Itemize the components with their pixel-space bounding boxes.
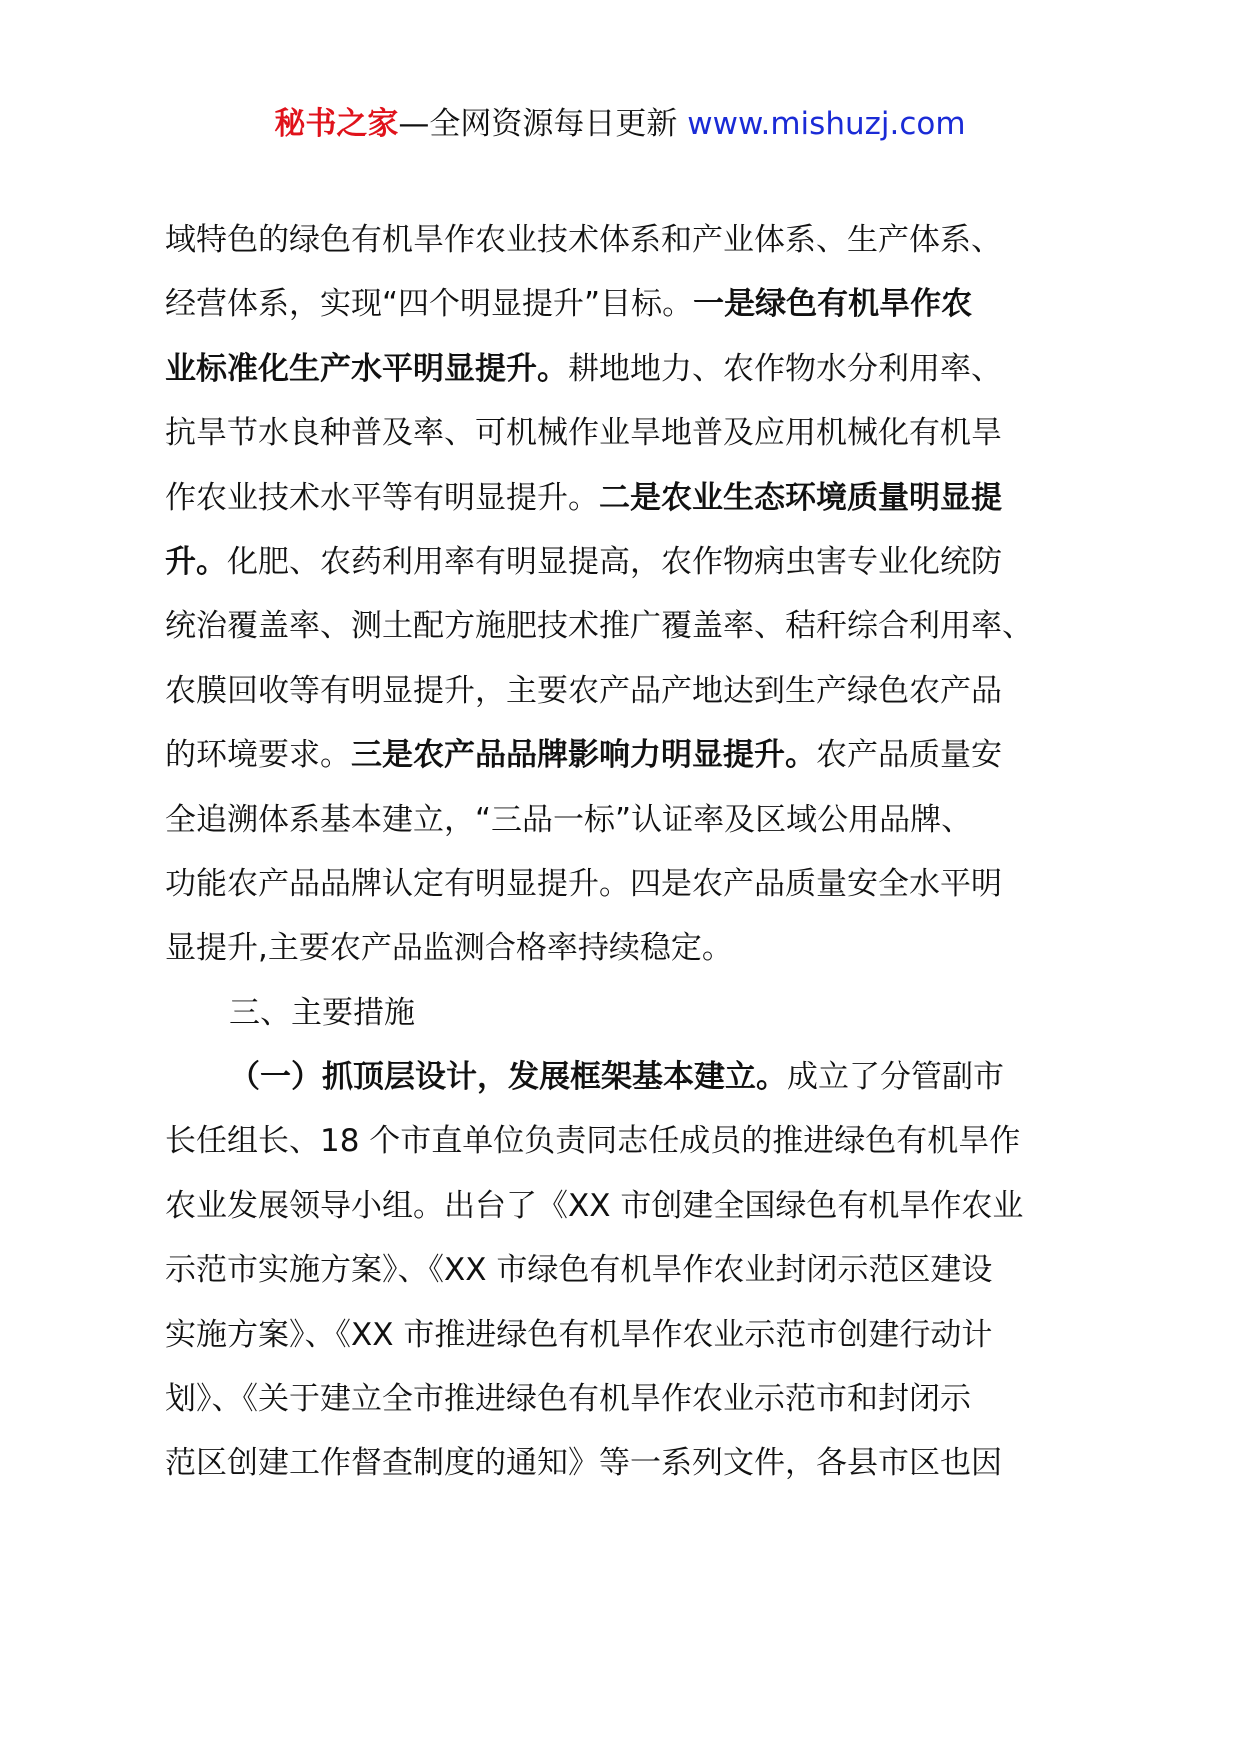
text-segment: 显提升,主要农产品监测合格率持续稳定。 (165, 930, 733, 967)
text-segment: 功能农产品品牌认定有明显提升。四是农产品质量安全水平明 (165, 865, 1002, 902)
text-segment: 耕地地力、农作物水分利用率、 (568, 350, 1002, 387)
text-line (165, 788, 1085, 852)
text-segment: 化肥、农药利用率有明显提高，农作物病虫害专业化统防 (227, 543, 1002, 580)
text-line (165, 659, 1085, 723)
text-line (165, 1045, 1085, 1109)
text-segment: 经营体系，实现“四个明显提升”目标。 (165, 286, 694, 323)
text-segment: 成立了分管副市 (787, 1059, 1004, 1096)
bold-text-segment: 二是农业生态环境质量明显提 (599, 479, 1002, 516)
text-line (165, 530, 1085, 594)
text-line (165, 723, 1085, 787)
text-line (165, 272, 1085, 336)
brand-name: 秘书之家 (274, 106, 399, 142)
header-tagline: —全网资源每日更新 (398, 106, 678, 142)
text-line (165, 1109, 1085, 1173)
text-line (165, 208, 1085, 272)
text-line (165, 852, 1085, 916)
text-line (165, 1303, 1085, 1367)
text-segment: 的环境要求。 (165, 737, 351, 774)
text-line (165, 916, 1085, 980)
text-segment: 农膜回收等有明显提升，主要农产品产地达到生产绿色农产品 (165, 672, 1002, 709)
text-line (165, 1238, 1085, 1302)
text-line (165, 1174, 1085, 1238)
text-segment: 农业发展领导小组。出台了《XX 市创建全国绿色有机旱作农业 (165, 1187, 1024, 1224)
text-segment: 实施方案》、《XX 市推进绿色有机旱作农业示范市创建行动计 (165, 1316, 993, 1353)
text-line (165, 1431, 1085, 1495)
text-segment: 三、主要措施 (229, 994, 415, 1031)
bold-text-segment: 业标准化生产水平明显提升。 (165, 350, 568, 387)
text-line (165, 594, 1085, 658)
bold-text-segment: （一）抓顶层设计，发展框架基本建立。 (229, 1059, 787, 1096)
text-segment: 长任组长、18 个市直单位负责同志任成员的推进绿色有机旱作 (165, 1123, 1021, 1160)
page-header (0, 96, 1240, 152)
bold-text-segment: 三是农产品品牌影响力明显提升。 (351, 737, 816, 774)
text-segment: 统治覆盖率、测土配方施肥技术推广覆盖率、秸秆综合利用率、 (165, 608, 1033, 645)
text-segment: 抗旱节水良种普及率、可机械作业旱地普及应用机械化有机旱 (165, 415, 1002, 452)
bold-text-segment: 升。 (165, 543, 227, 580)
text-segment: 农产品质量安 (816, 737, 1002, 774)
bold-text-segment: 一是绿色有机旱作农 (693, 286, 973, 323)
text-segment: 作农业技术水平等有明显提升。 (165, 479, 599, 516)
text-segment: 全追溯体系基本建立，“三品一标”认证率及区域公用品牌、 (165, 801, 973, 838)
text-line (165, 401, 1085, 465)
text-segment: 划》、《关于建立全市推进绿色有机旱作农业示范市和封闭示 (165, 1381, 971, 1418)
site-url-link[interactable]: www.mishuzj.com (687, 106, 966, 142)
document-body (165, 208, 1085, 1496)
text-segment: 域特色的绿色有机旱作农业技术体系和产业体系、生产体系、 (165, 222, 1002, 258)
text-line (165, 1367, 1085, 1431)
text-segment: 示范市实施方案》、《XX 市绿色有机旱作农业封闭示范区建设 (165, 1252, 993, 1289)
text-segment: 范区创建工作督查制度的通知》等一系列文件，各县市区也因 (165, 1445, 1002, 1482)
text-line (165, 337, 1085, 401)
text-line (165, 466, 1085, 530)
text-line (165, 981, 1085, 1045)
